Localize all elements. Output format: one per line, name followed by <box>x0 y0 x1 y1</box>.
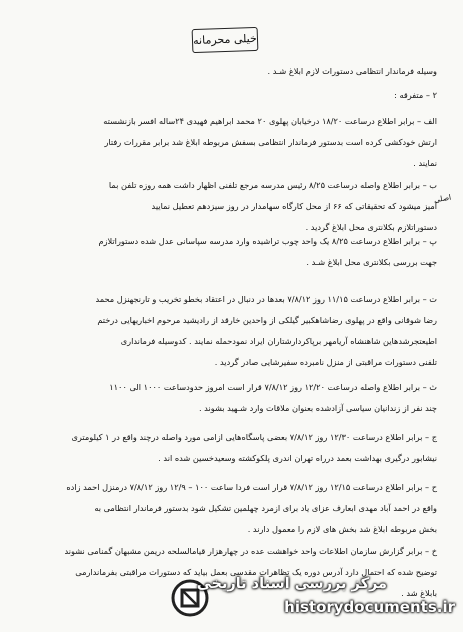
item-line: ب – برابر اطلاع واصله درساعت ۸/۲۵ رئیس مدرسه مرجع تلفنی اظهار داشت همه روزه تلفن بما <box>108 180 437 190</box>
item-line: خ – برابر گزارش سازمان اطلاعات واحد خواهشت عده در چهارهزار قیامالسلحه دریمن مشبهان گمنامی نشوند <box>64 546 437 556</box>
watermark <box>170 576 455 626</box>
item-line: توضیح شده که احتمال دارد آدرس دوره یک تظاهرات مقدسی بعمل بیاید که دستورات مراقبتی بفرماندارمی <box>75 567 437 577</box>
margin-note: اصلی <box>433 192 452 205</box>
item-line: تلفنی دستورات مراقبتی از منزل نامبرده سفیرشایی صادر گردید . <box>214 357 437 367</box>
item-line: پ – برابر اطلاع درساعت ۸/۲۵ یک واحد چوب تراشیده وارد مدرسه سپاسانی عدل شده دستوراتلازم <box>98 236 437 246</box>
watermark-url: historydocuments.ir <box>284 598 455 616</box>
item-line: الف – برابر اطلاع درساعت ۱۸/۲۰ درخیابان پهلوی ۲۰ محمد ابراهیم فهیدی ۲۴ساله افسر بازنشسته <box>103 116 437 126</box>
item-line: جهت بررسی بکلانتری محل ابلاغ شـد . <box>306 257 437 267</box>
item-line: اطیعتجرشدهاین شاهنشاه آریامهر برپاکردارشتاران ایراد نمودحمله نمایند . کدوسیله فرمانداری <box>120 336 437 346</box>
item-line: ارتش خودکشی کرده است بدستور فرماندار انتظامی بسفش مربوطه ابلاغ شد برابر مقررات رفتار <box>104 137 437 147</box>
item-line: واقع در احمد آباد مهدی ابعارف عزای یاد برای ازمرد چهلمین تشکیل شود بدستور فرماندار انتظامی به <box>94 503 437 513</box>
item-line: رضا شوقانی واقع در پهلوی رضاشاهکبیر گیلکی از واحدین خارقد از رادیشید مرحوم اخباریهایی درختم <box>97 315 437 325</box>
item-line: آمیز میشود که تحقیقاتی که ۶۶ از محل کارگاه سهامدار در روز سیزدهم تعطیل نمایید <box>151 201 437 211</box>
watermark-title: مرکز بررسی اسناد تاریخی <box>196 576 387 592</box>
item-line: نیشابور درگیری بهداشت بعمد درراه تهران اندری پلکوکشته وسعیدخسین شده اند . <box>158 453 437 463</box>
item-line: ح – برابر اطلاع درساعت ۱۲/۱۵ روز ۷/۸/۱۲ قرار است فردا ساعت ۱۰۰ – ۱۲/۹ روز ۷/۸/۱۲ درمنزل احمد زاده <box>66 482 437 492</box>
item-line: بابلاغ شد . <box>401 588 437 598</box>
item-line: ج – برابر اطلاع درساعت ۱۲/۳۰ روز ۷/۸/۱۲ بعضی پاسگاه‌هایی ازامی مورد واصله درچند واقع در ۱ کیلومتری <box>71 432 437 442</box>
section-heading: ۲ – متفرقه : <box>394 90 437 100</box>
item-line: نمایند . <box>413 158 437 168</box>
classification-stamp: خیلی محرمانه <box>192 27 259 53</box>
item-line: ت – برابر اطلاع درساعت ۱۱/۱۵ روز ۷/۸/۱۲ بعدها در دنبال در اعتقاد بخطو تخریب و تارنجهنزل محمد <box>95 294 437 304</box>
intro-line: وسیله فرماندار انتظامی دستورات لازم ابلاغ شـد . <box>267 66 437 76</box>
item-line: بخش مربوطه ابلاغ شد بخش های لازم را معمول دارند . <box>247 524 437 534</box>
item-line: دستوراتلازم بکلانتری محل ابلاغ گردید . <box>305 222 437 232</box>
item-line: چند نفر از زندانیان سیاسی آزادشده بعنوان ملاقات وارد شـهید بشوند . <box>198 403 437 413</box>
item-line: ث – برابر اطلاع واصله درساعت ۱۲/۲۰ روز ۷/۸/۱۲ قرار است امروز حدودساعت ۱۰۰۰ الی ۱۱۰۰ <box>109 382 437 392</box>
